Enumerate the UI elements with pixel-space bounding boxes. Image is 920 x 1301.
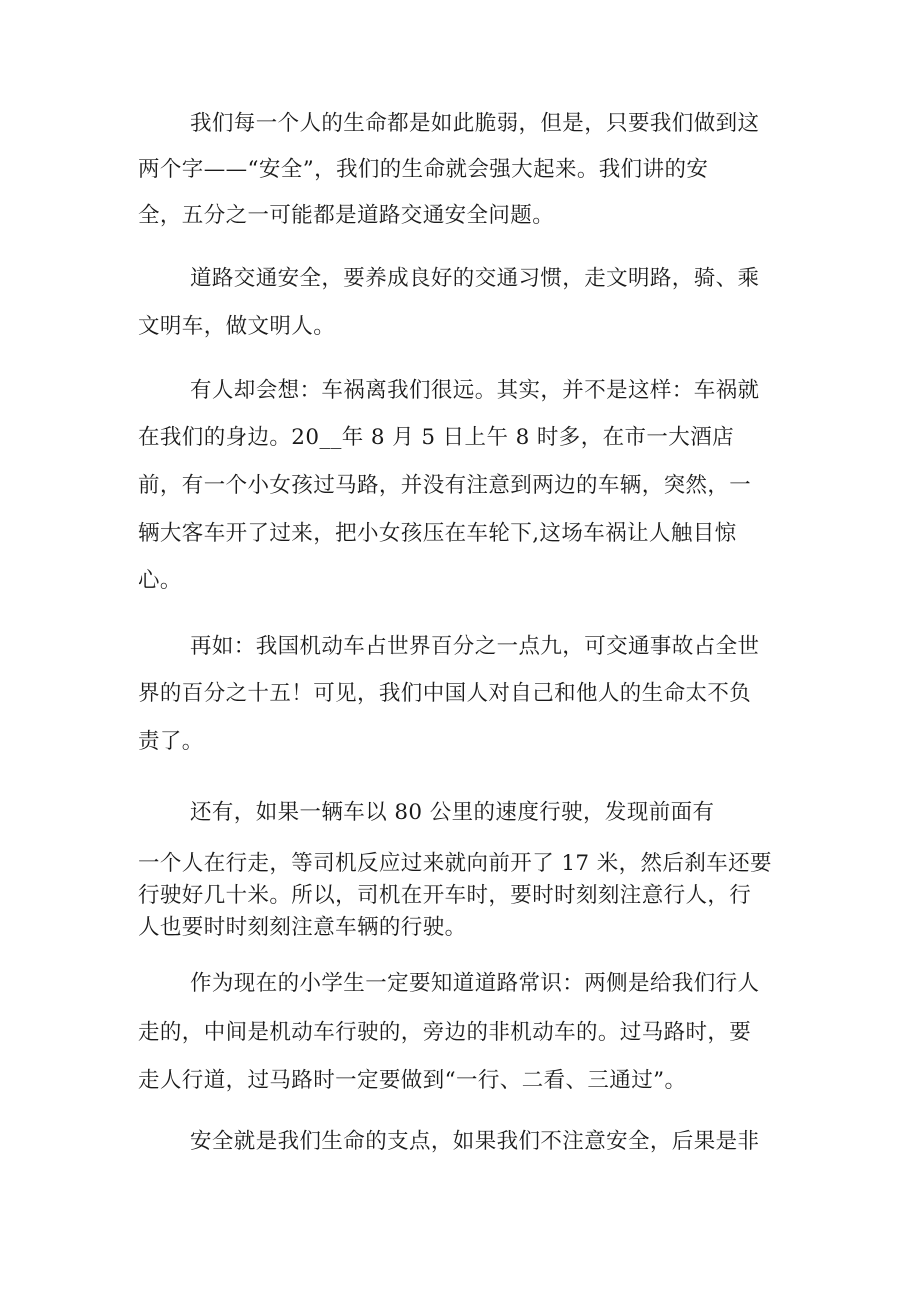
text-line: 走的，中间是机动车行驶的，旁边的非机动车的。过马路时，要 <box>138 1020 752 1045</box>
text-line: 一个人在行走，等司机反应过来就向前开了 17 米，然后刹车还要 <box>138 851 772 876</box>
text-line: 再如：我国机动车占世界百分之一点九，可交通事故占全世 <box>190 634 760 659</box>
text-line: 界的百分之十五！可见，我们中国人对自己和他人的生命太不负 <box>138 681 752 706</box>
text-line: 文明车，做文明人。 <box>138 314 336 339</box>
text-line: 我们每一个人的生命都是如此脆弱，但是，只要我们做到这 <box>190 111 760 136</box>
text-line: 责了。 <box>138 729 204 754</box>
text-line: 心。 <box>138 568 182 593</box>
text-line: 在我们的身边。20__年 8 月 5 日上午 8 时多，在市一大酒店 <box>138 425 735 450</box>
text-line: 有人却会想：车祸离我们很远。其实，并不是这样：车祸就 <box>190 378 760 403</box>
text-line: 安全就是我们生命的支点，如果我们不注意安全，后果是非 <box>190 1129 760 1154</box>
text-line: 全，五分之一可能都是道路交通安全问题。 <box>138 203 555 228</box>
text-line: 两个字——“安全”，我们的生命就会强大起来。我们讲的安 <box>138 157 709 182</box>
text-line: 作为现在的小学生一定要知道道路常识：两侧是给我们行人 <box>190 971 760 996</box>
text-line: 辆大客车开了过来，把小女孩压在车轮下,这场车祸让人触目惊 <box>138 521 737 546</box>
text-line: 走人行道，过马路时一定要做到“一行、二看、三通过”。 <box>138 1068 687 1093</box>
text-line: 前，有一个小女孩过马路，并没有注意到两边的车辆，突然，一 <box>138 473 752 498</box>
text-line: 行驶好几十米。所以，司机在开车时，要时时刻刻注意行人，行 <box>138 883 752 908</box>
text-line: 人也要时时刻刻注意车辆的行驶。 <box>138 915 467 940</box>
text-line: 还有，如果一辆车以 80 公里的速度行驶，发现前面有 <box>190 800 715 825</box>
text-line: 道路交通安全，要养成良好的交通习惯，走文明路，骑、乘 <box>190 266 760 291</box>
